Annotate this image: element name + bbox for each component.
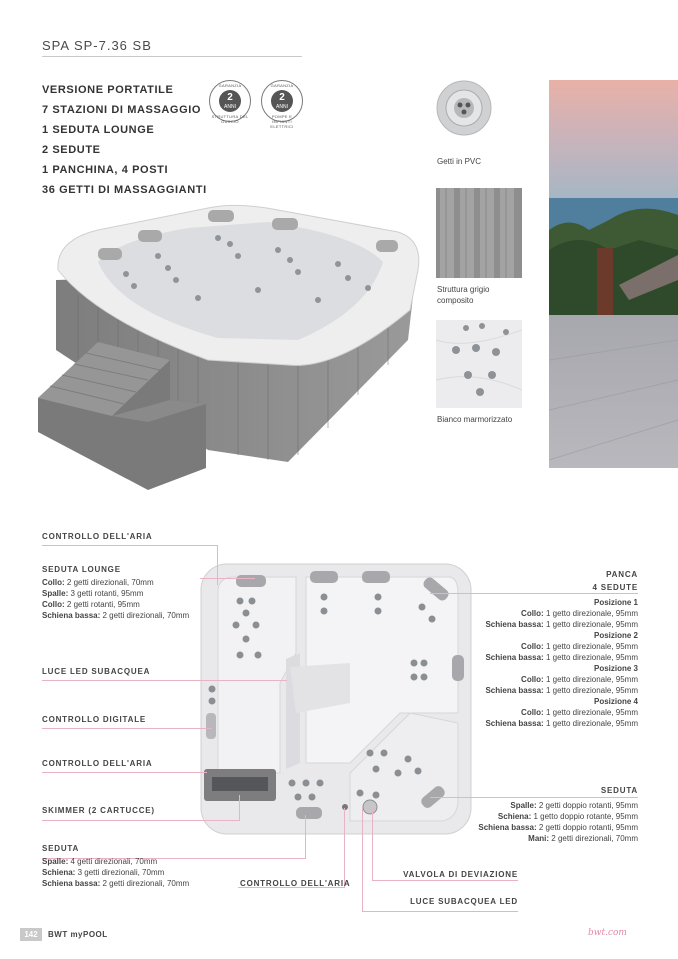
badge-unit: ANNI [224, 104, 236, 110]
spec-key: Schiena bassa: [478, 823, 537, 832]
composite-wood-swatch [436, 188, 522, 278]
callout-diverter-valve: VALVOLA DI DEVIAZIONE [403, 870, 518, 879]
spec-key: Collo: [42, 600, 65, 609]
spec-value: 1 getto direzionale, 95mm [543, 642, 638, 651]
feature-list [42, 80, 207, 200]
spec-key: Collo: [521, 609, 544, 618]
page-number: 142 [20, 928, 42, 941]
spec-value: 2 getti direzionali, 70mm [100, 879, 190, 888]
footer-brand-text: BWT myPOOL [48, 930, 108, 939]
callout-lounge-seat [42, 565, 192, 621]
spec-value: 1 getto direzionale, 95mm [543, 708, 638, 717]
callout-led-light: LUCE LED SUBACQUEA [42, 667, 151, 676]
spec-key: Collo: [521, 642, 544, 651]
callout-title: SEDUTA LOUNGE [42, 565, 121, 574]
spec-key: Collo: [521, 675, 544, 684]
badge-ring-text: GARANZIA [270, 83, 294, 88]
material-caption: Struttura grigio composito [437, 285, 490, 305]
spec-value: 3 getti direzionali, 70mm [75, 868, 165, 877]
terrace-photo [549, 80, 678, 468]
spec-key: Spalle: [510, 801, 537, 810]
leader-line [42, 772, 207, 773]
callout-skimmer: SKIMMER (2 CARTUCCE) [42, 806, 155, 815]
leader-line [217, 545, 218, 585]
material-caption: Bianco marmorizzato [437, 415, 513, 424]
leader-line [372, 880, 518, 881]
spec-value: 2 getti direzionali, 70mm [100, 611, 190, 620]
leader-line [42, 728, 212, 729]
spec-key: Mani: [528, 834, 550, 843]
spec-key: Schiena bassa: [485, 686, 544, 695]
feature-item: 7 STAZIONI DI MASSAGGIO [42, 104, 202, 116]
spec-value: 1 getto doppio rotante, 95mm [531, 812, 638, 821]
brand-logo: bwt.com [588, 928, 627, 938]
title-divider [42, 56, 302, 57]
callout-subtitle: 4 SEDUTE [592, 583, 638, 592]
spec-value: 1 getto direzionale, 95mm [543, 609, 638, 618]
callout-air-control: CONTROLLO DELL'ARIA [240, 879, 351, 888]
callout-title: PANCA [606, 570, 638, 579]
badge-number: 2 [279, 92, 285, 103]
page-title: SPA SP-7.36 SB [42, 38, 152, 53]
leader-line [344, 808, 345, 888]
leader-line [200, 578, 255, 579]
callout-title: SEDUTA [42, 844, 80, 853]
badge-number: 2 [227, 92, 233, 103]
position-title: Posizione 4 [593, 697, 638, 706]
callout-bench [438, 570, 638, 729]
spec-key: Schiena bassa: [485, 620, 544, 629]
spec-value: 3 getti rotanti, 95mm [68, 589, 144, 598]
spec-value: 2 getti doppio rotanti, 95mm [536, 801, 638, 810]
spec-key: Schiena bassa: [42, 879, 101, 888]
callout-air-control: CONTROLLO DELL'ARIA [42, 532, 153, 541]
spec-value: 4 getti direzionali, 70mm [68, 857, 158, 866]
spec-key: Collo: [42, 578, 65, 587]
marble-white-swatch [436, 320, 522, 408]
leader-line [42, 545, 217, 546]
callout-seat-right [438, 786, 638, 844]
badge-unit: ANNI [276, 104, 288, 110]
warranty-badge-shell [209, 80, 251, 122]
warranty-badge-icon [219, 90, 241, 112]
spa-hero-image [38, 200, 423, 492]
spec-key: Spalle: [42, 589, 69, 598]
leader-line [42, 820, 239, 821]
leader-line [372, 808, 373, 880]
leader-line [239, 795, 240, 821]
spa-top-view-diagram [200, 563, 472, 835]
leader-line [42, 680, 287, 681]
position-title: Posizione 1 [593, 598, 638, 607]
position-title: Posizione 3 [593, 664, 638, 673]
feature-item: 36 GETTI DI MASSAGGIANTI [42, 184, 207, 196]
spec-value: 1 getto direzionale, 95mm [543, 675, 638, 684]
spec-value: 1 getto direzionale, 95mm [543, 686, 638, 695]
spec-key: Schiena bassa: [42, 611, 101, 620]
spec-value: 2 getti direzionali, 70mm [549, 834, 638, 843]
spec-value: 1 getto direzionale, 95mm [543, 719, 638, 728]
spec-key: Schiena bassa: [485, 653, 544, 662]
callout-air-control: CONTROLLO DELL'ARIA [42, 759, 153, 768]
leader-line [305, 815, 306, 859]
spec-key: Spalle: [42, 857, 69, 866]
spec-key: Schiena: [497, 812, 532, 821]
badge-ring-text: STRUTTURA DEL GUSCIO [211, 114, 249, 124]
position-title: Posizione 2 [593, 631, 638, 640]
feature-item: VERSIONE PORTATILE [42, 84, 174, 96]
spec-value: 2 getti rotanti, 95mm [64, 600, 140, 609]
spec-key: Schiena: [42, 868, 76, 877]
badge-ring-text: POMPE E IMPIANTI ELETTRICI [270, 114, 294, 129]
callout-title: SEDUTA [600, 786, 638, 795]
feature-item: 1 SEDUTA LOUNGE [42, 124, 155, 136]
warranty-badge-equipment [261, 80, 303, 129]
callout-led-light: LUCE SUBACQUEA LED [410, 897, 518, 906]
leader-line [362, 808, 363, 912]
material-caption: Getti in PVC [437, 157, 482, 166]
spec-value: 1 getto direzionale, 95mm [543, 653, 638, 662]
callout-seat-left [42, 844, 222, 889]
pvc-jet-swatch [436, 80, 492, 136]
spec-key: Collo: [521, 708, 544, 717]
spec-value: 2 getti direzionali, 70mm [64, 578, 154, 587]
warranty-badge-icon [271, 90, 293, 112]
feature-item: 1 PANCHINA, 4 POSTI [42, 164, 169, 176]
leader-line [362, 911, 518, 912]
badge-ring-text: GARANZIA [218, 83, 242, 88]
spec-value: 1 getto direzionale, 95mm [543, 620, 638, 629]
spec-key: Schiena bassa: [485, 719, 544, 728]
feature-item: 2 SEDUTE [42, 144, 101, 156]
spec-value: 2 getti doppio rotanti, 95mm [536, 823, 638, 832]
callout-digital-control: CONTROLLO DIGITALE [42, 715, 147, 724]
